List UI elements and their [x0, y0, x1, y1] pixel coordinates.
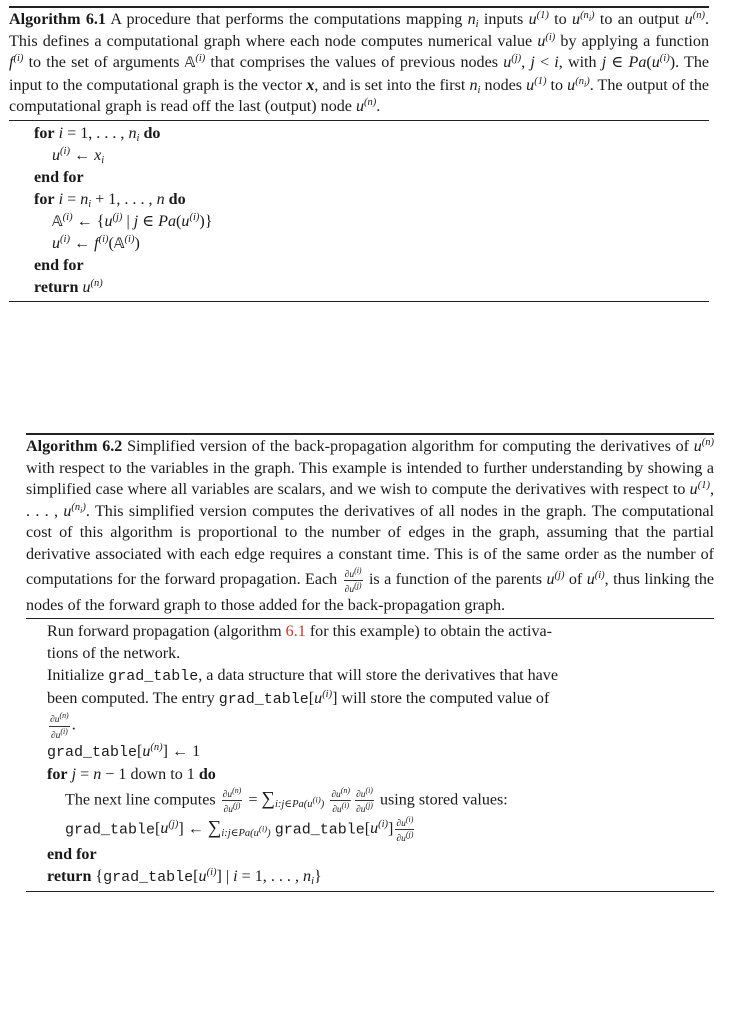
- bottom-rule: [26, 891, 714, 892]
- fraction: $\frac{\partial u^{(n)}}{\partial u^{(i)}}$: [331, 785, 350, 816]
- algorithm-title: Algorithm 6.2: [26, 438, 123, 455]
- algo-line: Initialize grad_table, a data structure that will store the derivatives that have been computed. The entry $grad\_table[u^{(i)}]$ will store the computed value of $\frac{\partial u^{(n)}}{\partial u^{(i)}}$ .: [47, 667, 558, 741]
- algo-line: end for: [34, 256, 84, 274]
- algo-line: return {$grad\_table[u^{(i)}]$ | i = 1, . . . , $n_i$}: [47, 867, 322, 888]
- algorithm-body: [9, 121, 709, 301]
- algo-line: end for: [34, 168, 84, 186]
- algo-line: $grad\_table[u^{(j)}]$ ← $\sum_{i:j\in Pa(u^{(i)})}$ $grad\_table[u^{(i)}]$ $\frac{\partial u^{(i)}}{\partial u^{(j)}}$: [65, 815, 414, 845]
- algo-line: Run forward propagation (algorithm 6.1 for this example) to obtain the activa- tions of the network.: [47, 623, 553, 663]
- algo-line: for i = 1, . . . , $n_i$ do: [34, 124, 161, 144]
- algorithm-caption: [26, 435, 714, 618]
- caption-text: A procedure that performs the computations mapping $n_i$ inputs $u^{(1)}$ to $u^{(n_i)}$ to an output $u^{(n)}$. This defines a computational graph where each node computes numerical value $u^{(i)}$ by applying a function $f^{(i)}$ to the set of arguments 𝔸$^{(i)}$ that comprises the values of previous nodes $u^{(j)}$, j < i, with j ∈ $Pa(u^{(i)})$. The input to the computational graph is the vector x, and is set into the first $n_i$ nodes $u^{(1)}$ to $u^{(n_i)}$. The output of the computational graph is read off the last (output) node $u^{(n)}$.: [9, 10, 710, 116]
- algo-line: end for: [47, 846, 97, 864]
- fraction: $\frac{\partial u^{(n)}}{\partial u^{(j)}}$: [222, 785, 242, 816]
- algo-line: $grad\_table[u^{(n)}]$ ← 1: [47, 741, 201, 761]
- algo-line: for $i = n_i + 1$, . . . , n do: [34, 190, 186, 210]
- algo-line: return $u^{(n)}$: [34, 277, 103, 296]
- caption-text: Simplified version of the back-propagation algorithm for computing the derivatives of $u^{(n)}$ with respect to the variables in the graph. This example is intended to further understanding by showing a simplified case where all variables are scalars, and we wish to compute the derivatives with respect to $u^{(1)}$, . . . , $u^{(n_i)}$. This simplified version computes the derivatives of all nodes in the graph. The computational cost of this algorithm is proportional to the number of edges in the graph, assuming that the partial derivative associated with each edge requires a constant time. This is of the same order as the number of computations for the forward propagation. Each $\frac{\partial u^{(i)}}{\partial u^{(j)}}$ is a function of the parents $u^{(j)}$ of $u^{(i)}$, thus linking the nodes of the forward graph to those added for the back-propagation graph.: [26, 437, 715, 614]
- algorithm-caption: [9, 8, 709, 120]
- algorithm-body: [26, 619, 714, 891]
- algo-line: for j = n − 1 down to 1 do: [47, 765, 216, 783]
- algorithm-6-2: [26, 433, 714, 892]
- fraction: $\frac{\partial u^{(i)}}{\partial u^{(j)}}$: [344, 565, 362, 595]
- fraction: $\frac{\partial u^{(n)}}{\partial u^{(i)}}$: [50, 711, 69, 741]
- algo-line: The next line computes $\frac{\partial u^{(n)}}{\partial u^{(j)}}$ = $\sum_{i:j\in Pa(u^{(i)})}$ $\frac{\partial u^{(n)}}{\partial u^{(i)}}$ $\frac{\partial u^{(i)}}{\partial u^{(j)}}$ using stored values:: [65, 785, 508, 816]
- algo-line: 𝔸$^{(i)}$ ← {$u^{(j)}$ | j ∈ $Pa(u^{(i)})$}: [52, 211, 213, 230]
- algo-line: $u^{(i)}$ ← $x_i$: [52, 145, 105, 166]
- algorithm-reference-link[interactable]: 6.1: [285, 623, 306, 641]
- algo-line: $u^{(i)}$ ← $f^{(i)}(𝔸^{(i)})$: [52, 233, 140, 252]
- fraction: $\frac{\partial u^{(i)}}{\partial u^{(j)}}$: [356, 785, 373, 816]
- fraction: $\frac{\partial u^{(i)}}{\partial u^{(j)}}$: [396, 815, 414, 845]
- bottom-rule: [9, 301, 709, 302]
- algorithm-6-1: [9, 6, 709, 302]
- algorithm-title: Algorithm 6.1: [9, 11, 106, 28]
